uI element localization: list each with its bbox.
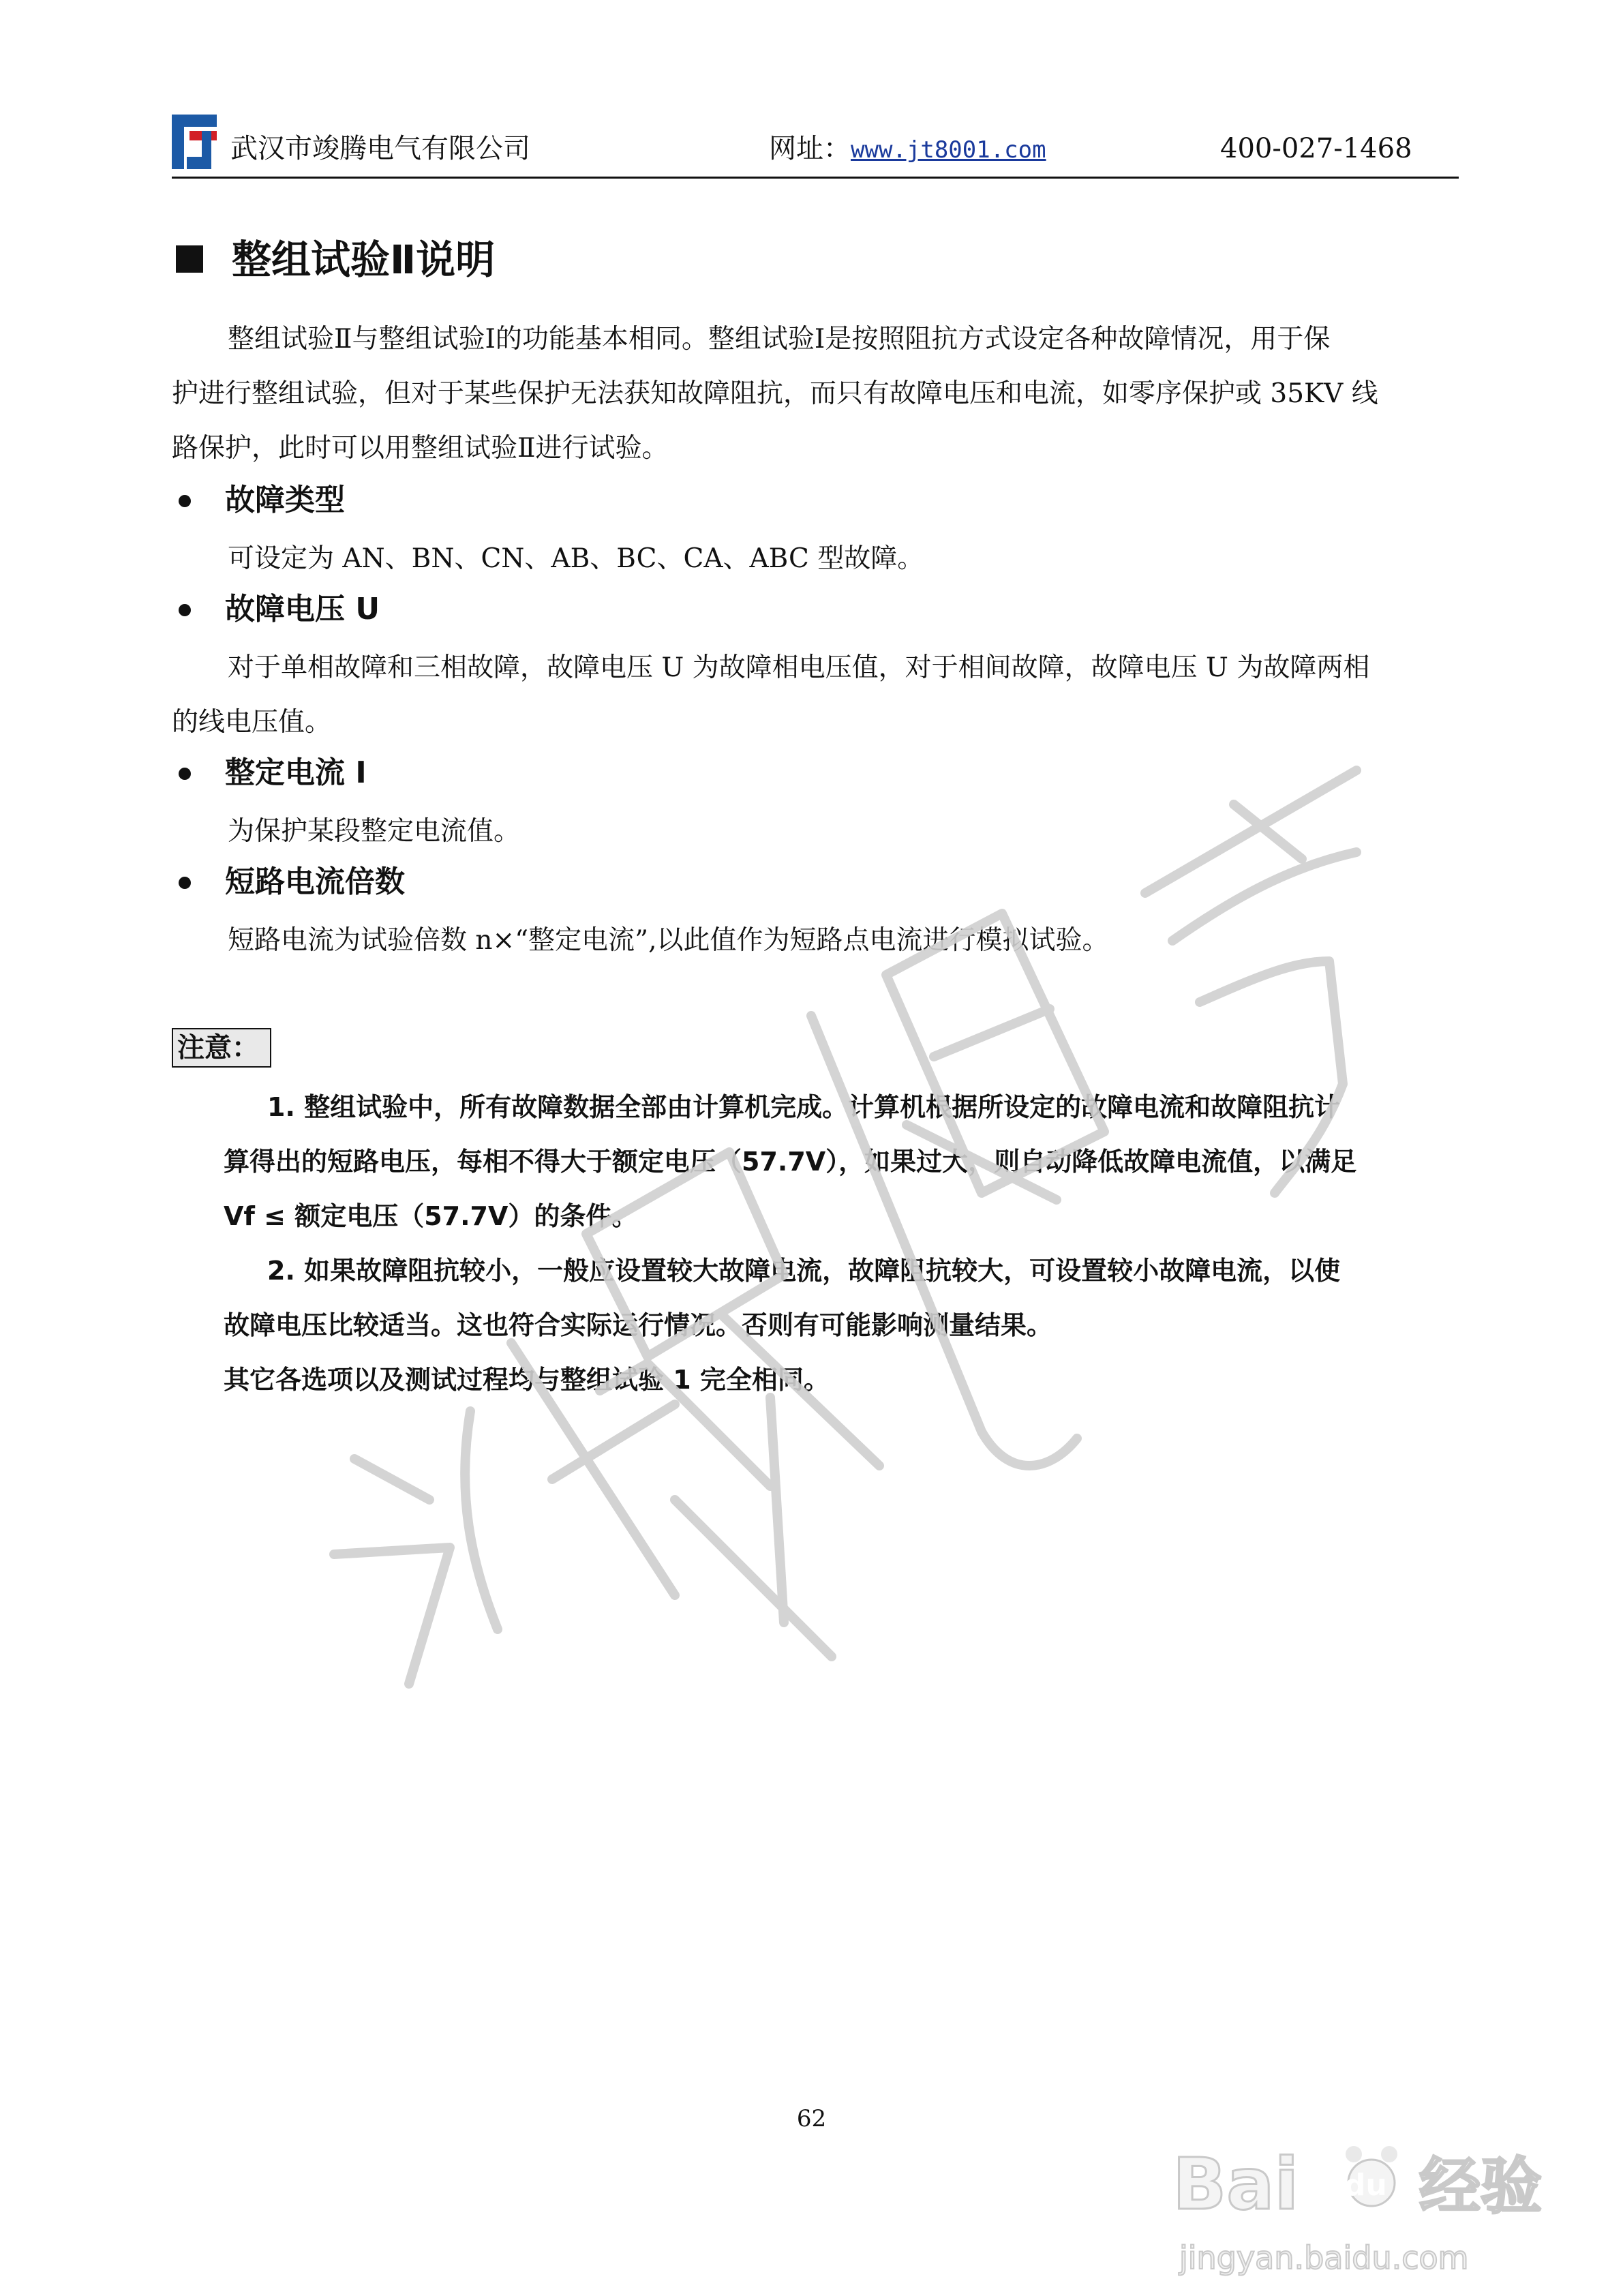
company-name: 武汉市竣腾电气有限公司 [230, 133, 530, 164]
website [769, 135, 1046, 162]
bullet-label-short-circuit-multiple: 短路电流倍数 [225, 864, 405, 899]
svg-text:jingyan.baidu.com: jingyan.baidu.com [1179, 2239, 1469, 2276]
phone-number: 400-027-1468 [1220, 133, 1412, 164]
bullet-label-fault-voltage: 故障电压 U [225, 592, 380, 626]
website-label: 网址： [769, 133, 851, 164]
company-watermark [293, 716, 1384, 1704]
notice-line: 1. 整组试验中，所有故障数据全部由计算机完成。计算机根据所设定的故障电流和故障阻抗计 [267, 1092, 1341, 1122]
svg-text:经验: 经验 [1419, 2151, 1542, 2222]
notice-label: 注意： [172, 1028, 271, 1068]
baidu-jingyan-watermark-icon [1159, 2127, 1581, 2291]
notice-line: 其它各选项以及测试过程均与整组试验 1 完全相同。 [224, 1365, 830, 1395]
bullet-label-fault-type: 故障类型 [225, 483, 345, 517]
bullet-text: 为保护某段整定电流值。 [228, 816, 521, 847]
header-divider [172, 177, 1459, 179]
title-square-icon [176, 245, 203, 273]
bullet-icon [179, 768, 191, 780]
bullet-text: 的线电压值。 [172, 707, 332, 738]
bullet-label-setting-current: 整定电流 I [225, 755, 367, 790]
notice-line: 算得出的短路电压，每相不得大于额定电压（57.7V），如果过大，则自动降低故障电流值，以满足 [224, 1147, 1357, 1177]
intro-line: 路保护，此时可以用整组试验Ⅱ进行试验。 [172, 433, 669, 464]
notice-line: 故障电压比较适当。这也符合实际运行情况。否则有可能影响测量结果。 [224, 1310, 1053, 1340]
page-number: 62 [796, 2105, 827, 2132]
bullet-text: 短路电流为试验倍数 n×“整定电流”,以此值作为短路点电流进行模拟试验。 [228, 925, 1109, 956]
bullet-icon [179, 495, 191, 507]
company-logo-icon [172, 115, 217, 169]
notice-line: 2. 如果故障阻抗较小，一般应设置较大故障电流，故障阻抗较大，可设置较小故障电流，以使 [267, 1256, 1341, 1286]
section-title: 整组试验Ⅱ说明 [232, 237, 496, 283]
svg-text:du: du [1344, 2168, 1387, 2203]
bullet-text: 对于单相故障和三相故障，故障电压 U 为故障相电压值，对于相间故障，故障电压 U 为故障两相 [228, 652, 1370, 683]
bullet-text: 可设定为 AN、BN、CN、AB、BC、CA、ABC 型故障。 [228, 543, 924, 574]
website-link[interactable]: www.jt8001.com [851, 136, 1046, 164]
intro-line: 护进行整组试验，但对于某些保护无法获知故障阻抗，而只有故障电压和电流，如零序保护或 35KV 线 [172, 378, 1378, 409]
svg-text:Bai: Bai [1172, 2143, 1299, 2226]
notice-line: Vf ≤ 额定电压（57.7V）的条件。 [224, 1201, 638, 1231]
bullet-icon [179, 877, 191, 889]
intro-line: 整组试验Ⅱ与整组试验Ⅰ的功能基本相同。整组试验Ⅰ是按照阻抗方式设定各种故障情况，用于保 [228, 324, 1331, 354]
bullet-icon [179, 604, 191, 616]
